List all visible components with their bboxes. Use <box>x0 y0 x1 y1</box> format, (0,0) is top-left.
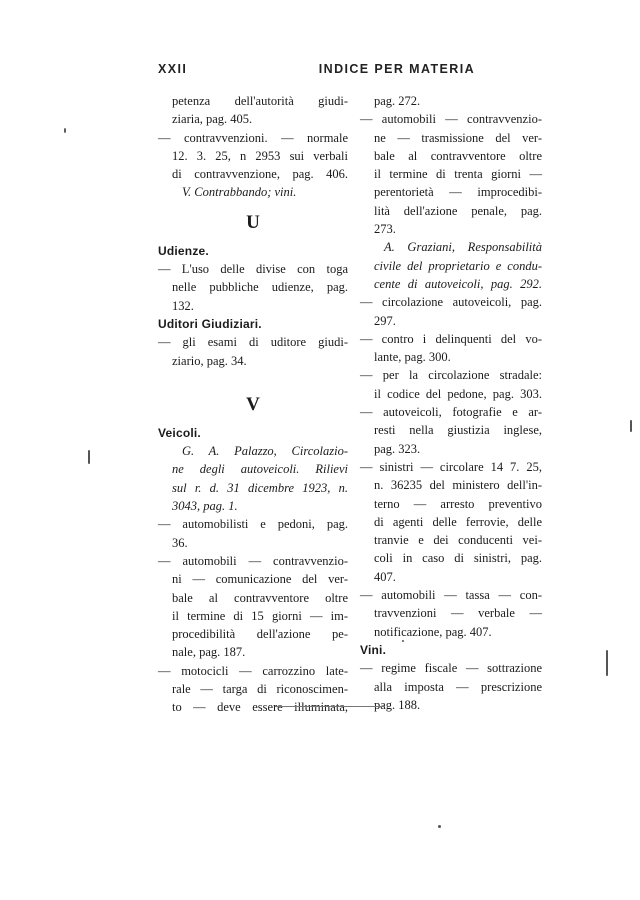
index-line: 12. 3. 25, n 2953 sui verbali <box>172 148 348 163</box>
index-keyword: Udienze. <box>158 243 209 258</box>
index-line: ne — trasmissione del ver- <box>374 130 542 145</box>
index-line: petenza dell'autorità giudi- <box>172 94 348 108</box>
index-line: alla imposta — prescrizione <box>374 679 542 694</box>
index-line: — automobili — tassa — con- <box>360 588 542 603</box>
scan-speck <box>438 825 441 828</box>
index-line: notificazione, pag. 407. <box>374 624 492 639</box>
cross-reference: V. Contrabbando; vini. <box>182 185 297 200</box>
page-number: XXII <box>158 62 188 76</box>
index-line: bale al contravventore oltre <box>172 590 348 605</box>
running-header <box>158 62 535 76</box>
index-line: ni — comunicazione del ver- <box>172 572 348 587</box>
index-line: il termine di trenta giorni — <box>374 167 542 182</box>
index-line: pag. 272. <box>374 94 421 108</box>
index-line: procedibilità dell'azione pe- <box>172 627 348 642</box>
scan-speck <box>64 128 66 133</box>
scan-speck <box>606 650 608 676</box>
bibliographic-reference: A. Graziani, Responsabilità <box>384 240 542 255</box>
scan-speck <box>630 420 632 432</box>
index-line: — L'uso delle divise con toga <box>158 262 348 277</box>
index-line: 407. <box>374 569 396 584</box>
index-keyword: Veicoli. <box>158 425 201 440</box>
index-line: di contravvenzione, pag. 406. <box>172 167 348 182</box>
index-line: lante, pag. 300. <box>374 350 451 365</box>
scan-speck <box>402 640 404 642</box>
index-line: — per la circolazione stradale: <box>360 368 542 383</box>
bibliographic-reference: 3043, pag. 1. <box>172 499 238 514</box>
section-letter-u: U <box>246 211 260 233</box>
index-line: — gli esami di uditore giudi- <box>158 335 348 350</box>
index-line: il codice del pedone, pag. 303. <box>374 386 542 401</box>
index-line: bale al contravventore oltre <box>374 148 542 163</box>
index-line: 297. <box>374 313 396 328</box>
index-line: pag. 188. <box>374 697 421 712</box>
index-line: coli in caso di sinistri, pag. <box>374 551 542 566</box>
index-line: — sinistri — circolare 14 7. 25, <box>360 459 542 474</box>
index-line: rale — targa di riconoscimen- <box>172 682 348 697</box>
bibliographic-reference: G. A. Palazzo, Circolazio- <box>182 444 348 459</box>
index-line: — contro i delinquenti del vo- <box>360 331 542 346</box>
bibliographic-reference: civile del proprietario e condu- <box>374 258 542 273</box>
index-line: ziario, pag. 34. <box>172 353 247 368</box>
index-keyword: Vini. <box>360 642 387 657</box>
index-line: — motocicli — carrozzino late- <box>158 663 348 678</box>
bibliographic-reference: sul r. d. 31 dicembre 1923, n. <box>172 480 348 495</box>
scan-speck <box>88 450 90 464</box>
right-column <box>360 92 542 714</box>
index-line: n. 36235 del ministero dell'in- <box>374 478 542 493</box>
index-line: nale, pag. 187. <box>172 645 246 660</box>
index-line: ziaria, pag. 405. <box>172 112 253 127</box>
index-line: lità dell'azione penale, pag. <box>374 203 542 218</box>
index-line: — regime fiscale — sottrazione <box>360 661 542 676</box>
index-line: — autoveicoli, fotografie e ar- <box>360 405 542 420</box>
index-line: terno — arresto preventivo <box>374 496 542 511</box>
index-line: — automobili — contravvenzio- <box>158 553 348 568</box>
bibliographic-reference: cente di autoveicoli, pag. 292. <box>374 276 542 291</box>
index-line: — contravvenzioni. — normale <box>158 130 348 145</box>
end-rule <box>275 706 385 707</box>
index-line: resti nella giustizia inglese, <box>374 423 542 438</box>
section-letter-v: V <box>246 393 260 415</box>
index-line: pag. 323. <box>374 441 421 456</box>
index-line: — automobilisti e pedoni, pag. <box>158 517 348 532</box>
index-line: nelle pubbliche udienze, pag. <box>172 280 348 295</box>
index-line: to — deve essere illuminata, <box>172 700 348 715</box>
index-line: 273. <box>374 222 396 237</box>
index-line: di agenti delle ferrovie, delle <box>374 514 542 529</box>
index-keyword: Uditori Giudiziari. <box>158 316 262 331</box>
index-line: — automobili — contravvenzio- <box>360 112 542 127</box>
left-column <box>158 92 348 717</box>
bibliographic-reference: ne degli autoveicoli. Rilievi <box>172 462 348 477</box>
index-line: tranvie e dei conducenti vei- <box>374 533 542 548</box>
spacer <box>158 370 348 384</box>
index-line: — circolazione autoveicoli, pag. <box>360 295 542 310</box>
index-line: 132. <box>172 298 194 313</box>
running-title: INDICE PER MATERIA <box>318 62 475 76</box>
index-line: travvenzioni — verbale — <box>374 606 542 621</box>
index-line: perentorietà — improcedibi- <box>374 185 542 200</box>
index-line: 36. <box>172 535 188 550</box>
index-line: il termine di 15 giorni — im- <box>172 608 348 623</box>
